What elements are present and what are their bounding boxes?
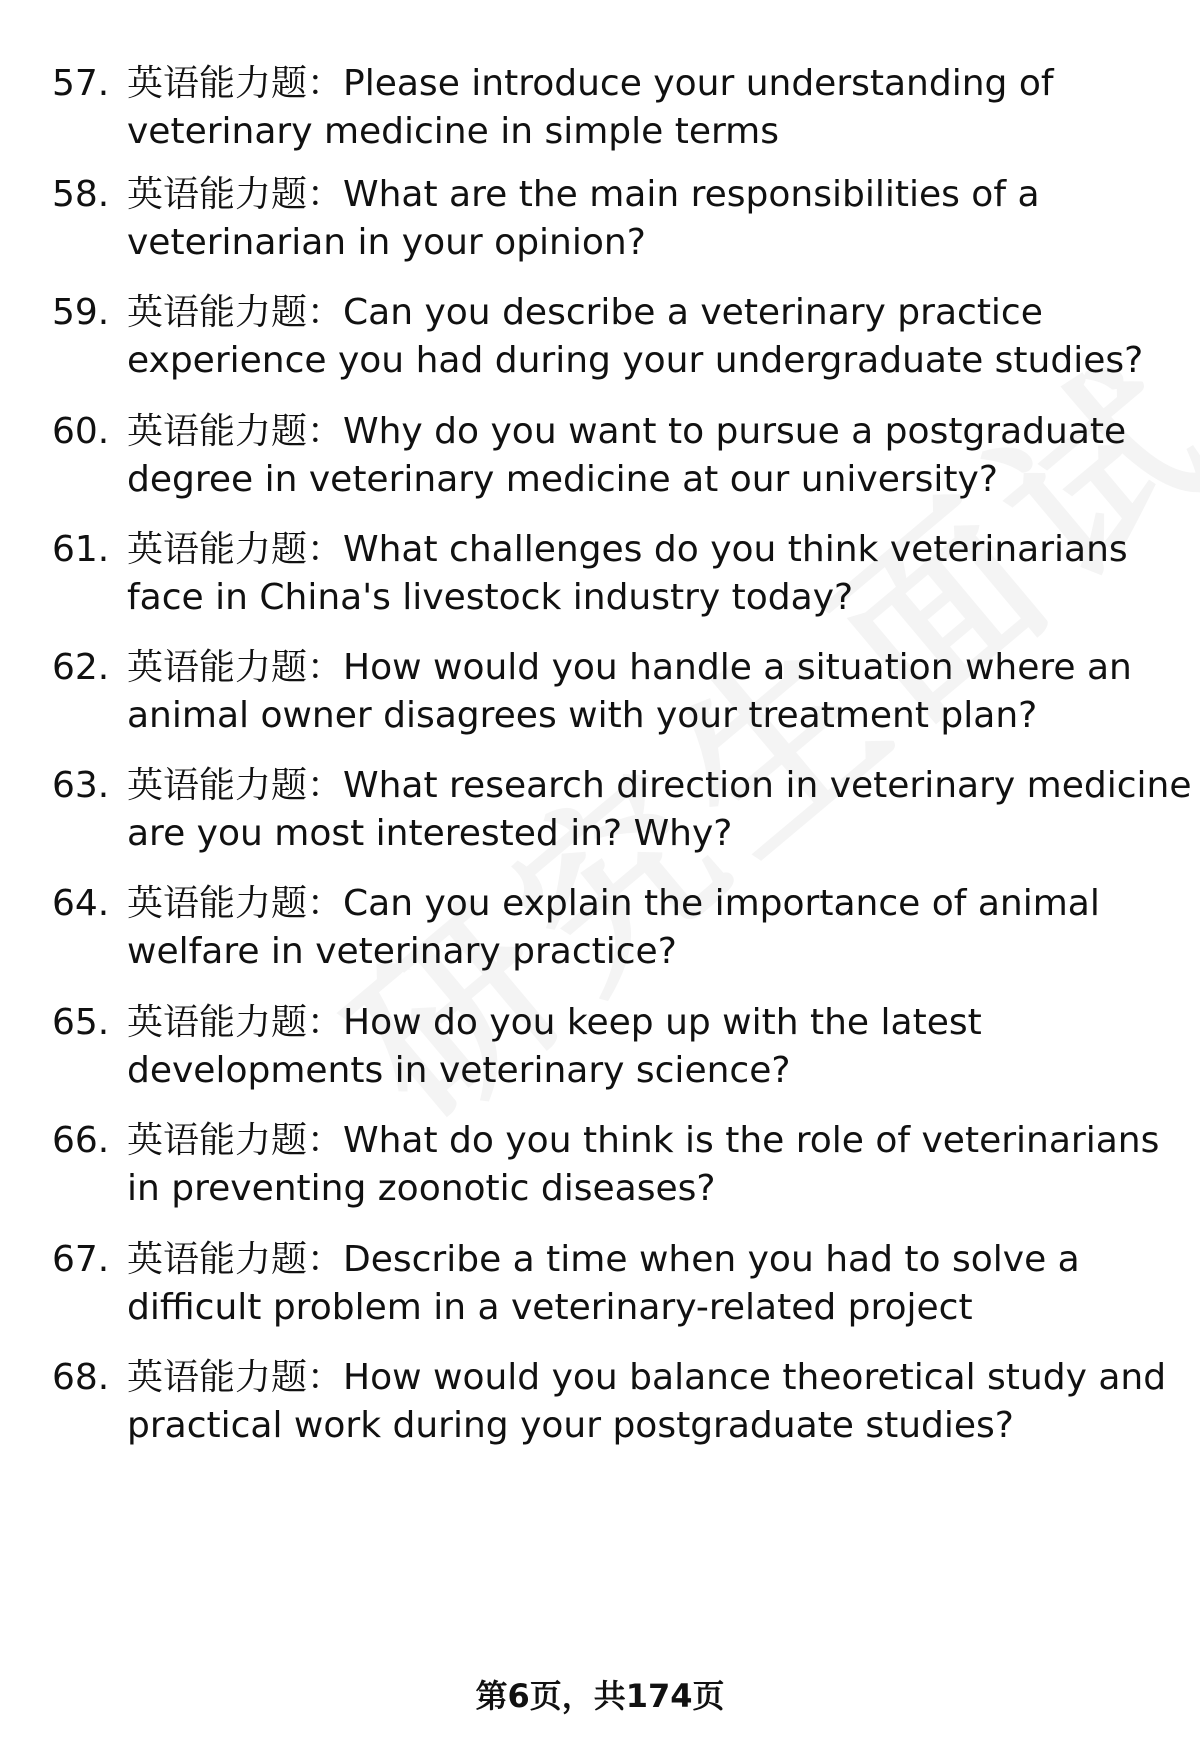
question-text: What do you think is the role of veterinarians in preventing zoonotic diseases? [127,1120,1160,1209]
question-category: 英语能力题： [127,1239,344,1280]
question-text: Why do you want to pursue a postgraduate degree in veterinary medicine at our university? [127,411,1127,500]
question-body [127,762,1197,858]
question-number: 64. [52,883,110,924]
question-number: 59. [52,292,110,333]
question-category: 英语能力题： [127,765,344,806]
question-category: 英语能力题： [127,883,344,924]
question-number: 63. [52,765,110,806]
question-text: What research direction in veterinary medicine are you most interested in? Why? [127,765,1192,854]
question-number: 57. [52,63,110,104]
question-category: 英语能力题： [127,1357,344,1398]
question-text: Can you explain the importance of animal welfare in veterinary practice? [127,883,1100,972]
question-number: 60. [52,411,110,452]
question-text: How do you keep up with the latest developments in veterinary science? [127,1002,982,1091]
question-text: How would you handle a situation where an animal owner disagrees with your treatment plan? [127,647,1132,736]
question-number: 67. [52,1239,110,1280]
question-category: 英语能力题： [127,174,344,215]
question-text: What are the main responsibilities of a veterinarian in your opinion? [127,174,1040,263]
question-category: 英语能力题： [127,411,344,452]
question-category: 英语能力题： [127,63,344,104]
question-number: 61. [52,529,110,570]
question-body [127,880,1197,976]
question-text: Can you describe a veterinary practice experience you had during your undergraduate studies? [127,292,1144,381]
question-number: 62. [52,647,110,688]
question-body [127,289,1197,385]
question-category: 英语能力题： [127,1002,344,1043]
question-text: How would you balance theoretical study and practical work during your postgraduate studies? [127,1357,1167,1446]
question-text: Please introduce your understanding of veterinary medicine in simple terms [127,63,1054,152]
question-category: 英语能力题： [127,1120,344,1161]
question-body [127,1117,1197,1213]
question-number: 66. [52,1120,110,1161]
question-body [127,1354,1197,1450]
question-body [127,644,1197,740]
question-body [127,526,1197,622]
question-text: What challenges do you think veterinarians face in China's livestock industry today? [127,529,1128,618]
question-body [127,408,1197,504]
question-body [127,1236,1197,1332]
question-category: 英语能力题： [127,647,344,688]
question-body [127,171,1197,267]
question-body [127,60,1197,156]
question-number: 65. [52,1002,110,1043]
page-footer: 第6页，共174页 [475,1677,725,1715]
question-category: 英语能力题： [127,292,344,333]
question-body [127,999,1197,1095]
question-text: Describe a time when you had to solve a difficult problem in a veterinary-related project [127,1239,1080,1328]
question-number: 68. [52,1357,110,1398]
question-category: 英语能力题： [127,529,344,570]
question-number: 58. [52,174,110,215]
